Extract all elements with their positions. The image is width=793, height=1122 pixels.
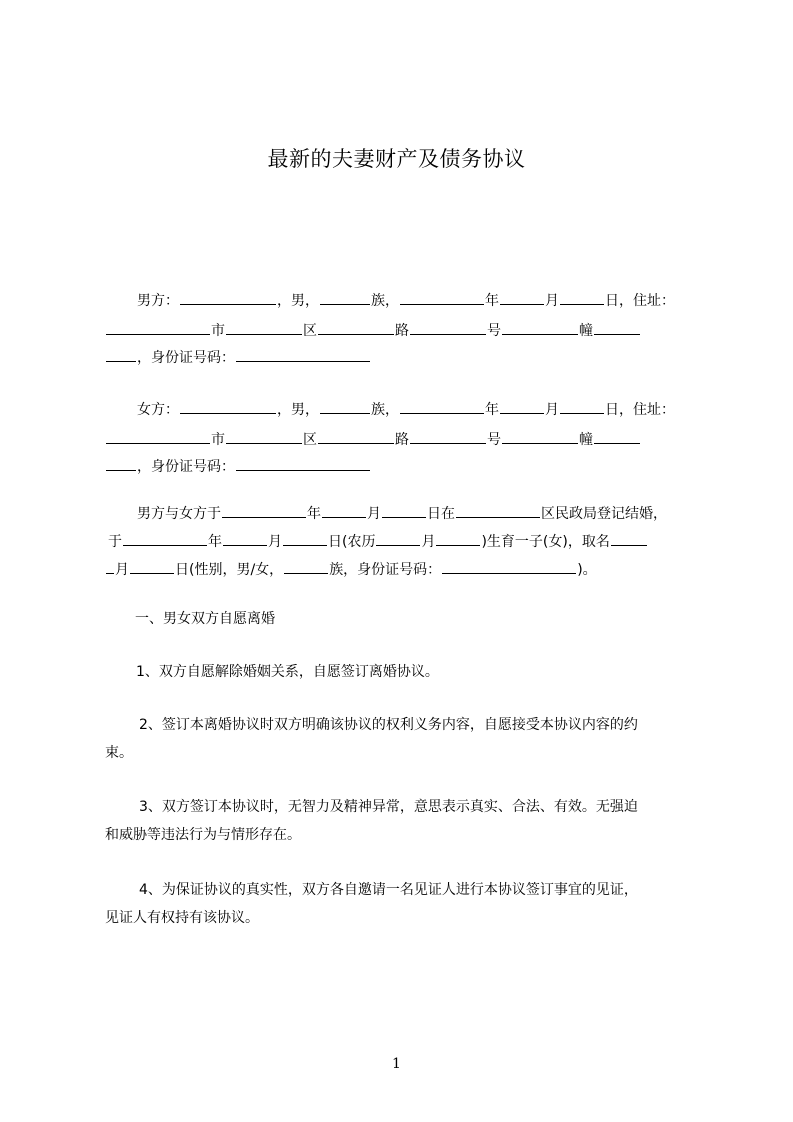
woman-building-blank[interactable] [502,429,578,444]
man-text-month: 月 [545,293,559,309]
marriage-text-year: 年 [307,506,321,522]
child-text-name: )生育一子(女)，取名 [481,534,610,550]
woman-text-gender: ，男， [277,402,319,418]
man-road-blank[interactable] [318,320,394,335]
man-building-blank[interactable] [502,320,578,335]
man-unit-blank[interactable] [594,320,640,335]
man-text-city: 市 [211,323,225,339]
child-name-blank[interactable] [611,531,647,546]
birth-month-blank[interactable] [223,531,267,546]
man-line-2 [105,320,641,340]
man-district-blank[interactable] [226,320,302,335]
man-text-gender: ，男， [277,293,319,309]
marriage-line-2 [108,531,648,551]
man-text-ethnic: 族， [371,293,399,309]
marriage-month-blank[interactable] [322,503,366,518]
woman-id-blank[interactable] [236,456,370,471]
clause-2-line-2: 束。 [105,745,133,761]
man-text-id: ，身份证号码： [137,350,235,366]
man-text-building: 幢 [579,323,593,339]
woman-road-blank[interactable] [318,429,394,444]
birth-text-year: 年 [208,534,222,550]
man-number-blank[interactable] [410,320,486,335]
man-label: 男方： [137,293,179,309]
marriage-text-on: 于 [108,534,122,550]
clause-4-line-1: 4、为保证协议的真实性，双方各自邀请一名见证人进行本协议签订事宜的见证， [139,882,638,898]
child-id-blank[interactable] [442,559,576,574]
marriage-year-blank[interactable] [222,503,306,518]
birth-year-blank[interactable] [123,531,207,546]
man-unit-blank-2[interactable] [106,347,136,362]
child-text-end: )。 [577,562,597,578]
birth-text-month: 月 [268,534,282,550]
birth-text-lunar: 日(农历 [328,534,376,550]
man-text-number: 号 [487,323,501,339]
man-line-1 [137,290,675,310]
child-day-blank[interactable] [130,559,174,574]
woman-day-blank[interactable] [560,399,604,414]
child-text-id: 族，身份证号码： [329,562,442,578]
clause-2-line-1: 2、签订本离婚协议时双方明确该协议的权利义务内容，自愿接受本协议内容的约 [139,717,638,733]
birth-day-blank[interactable] [283,531,327,546]
man-year-blank[interactable] [400,290,484,305]
woman-number-blank[interactable] [410,429,486,444]
woman-text-building: 幢 [579,432,593,448]
man-ethnic-blank[interactable] [320,290,370,305]
man-day-blank[interactable] [560,290,604,305]
child-text-gender: 日(性别，男/女， [175,562,284,578]
lunar-day-blank[interactable] [436,531,480,546]
man-line-3 [105,347,371,367]
marriage-text-month: 月 [367,506,381,522]
man-text-year: 年 [485,293,499,309]
woman-year-blank[interactable] [400,399,484,414]
man-name-blank[interactable] [180,290,276,305]
marriage-line-3 [105,559,597,579]
marriage-district-blank[interactable] [456,503,540,518]
woman-city-blank[interactable] [106,429,210,444]
child-blank-lead[interactable] [106,559,114,574]
man-text-district: 区 [303,323,317,339]
child-text-month: 月 [115,562,129,578]
child-ethnic-blank[interactable] [284,559,328,574]
woman-name-blank[interactable] [180,399,276,414]
woman-line-1 [137,399,675,419]
woman-line-3 [105,456,371,476]
woman-text-city: 市 [211,432,225,448]
woman-month-blank[interactable] [500,399,544,414]
man-id-blank[interactable] [236,347,370,362]
marriage-text-registry: 区民政局登记结婚， [541,506,667,522]
woman-text-month: 月 [545,402,559,418]
woman-text-ethnic: 族， [371,402,399,418]
section-heading-1: 一、男女双方自愿离婚 [135,611,275,627]
clause-1-text: 1、双方自愿解除婚姻关系，自愿签订离婚协议。 [136,664,439,680]
man-month-blank[interactable] [500,290,544,305]
marriage-day-blank[interactable] [382,503,426,518]
lunar-month-blank[interactable] [376,531,420,546]
woman-district-blank[interactable] [226,429,302,444]
document-title: 最新的夫妻财产及债务协议 [267,147,526,171]
woman-unit-blank-2[interactable] [106,456,136,471]
woman-text-road: 路 [395,432,409,448]
woman-ethnic-blank[interactable] [320,399,370,414]
marriage-text-day: 日在 [427,506,455,522]
man-text-road: 路 [395,323,409,339]
marriage-text-intro: 男方与女方于 [137,506,221,522]
woman-text-number: 号 [487,432,501,448]
clause-4-line-2: 见证人有权持有该协议。 [105,910,259,926]
man-city-blank[interactable] [106,320,210,335]
woman-text-address: 日，住址： [605,402,675,418]
page-number: 1 [392,1056,401,1072]
woman-unit-blank[interactable] [594,429,640,444]
woman-line-2 [105,429,641,449]
marriage-line-1 [137,503,667,523]
lunar-text-month: 月 [421,534,436,550]
woman-text-district: 区 [303,432,317,448]
woman-text-id: ，身份证号码： [137,459,235,475]
clause-3-line-1: 3、双方签订本协议时，无智力及精神异常，意思表示真实、合法、有效。无强迫 [139,799,638,815]
clause-3-line-2: 和威胁等违法行为与情形存在。 [105,827,301,843]
man-text-address: 日，住址： [605,293,675,309]
woman-text-year: 年 [485,402,499,418]
woman-label: 女方： [137,402,179,418]
